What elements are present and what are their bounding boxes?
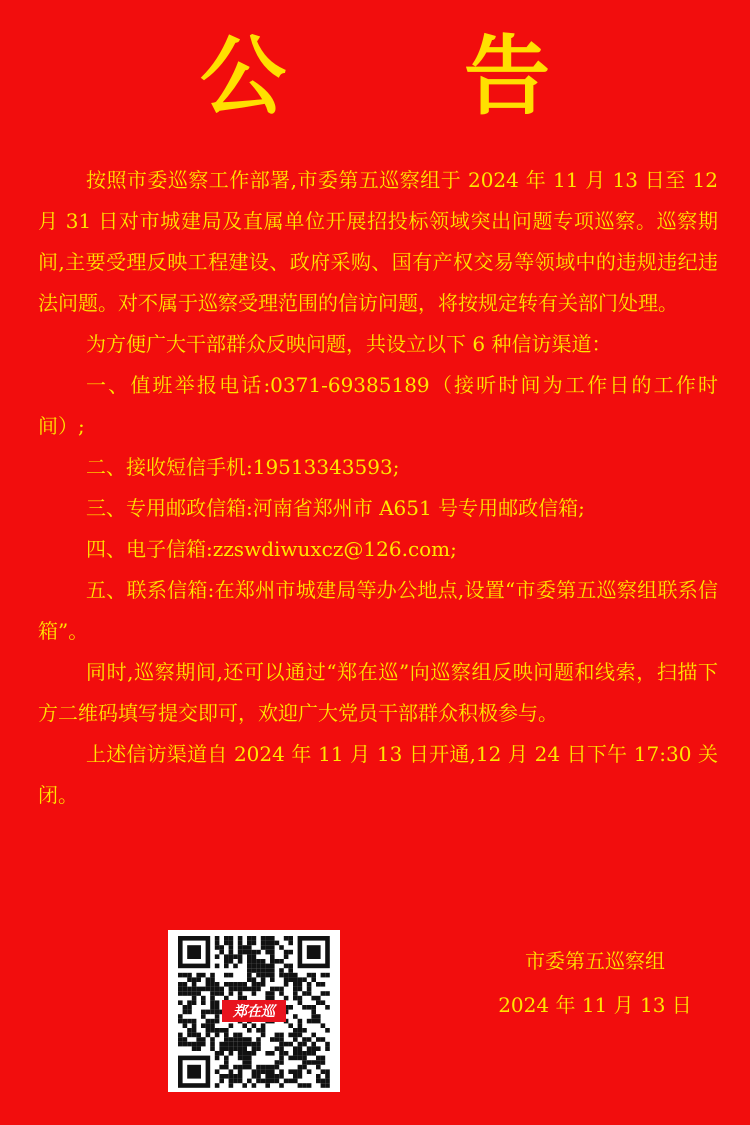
notice-title: 公 告 bbox=[200, 27, 624, 127]
notice-body bbox=[38, 160, 718, 816]
paragraph-channels-intro: 为方便广大干部群众反映问题，共设立以下 6 种信访渠道： bbox=[86, 332, 612, 356]
qr-logo: 郑在巡 bbox=[222, 1000, 286, 1022]
paragraph-intro: 按照市委巡察工作部署,市委第五巡察组于 2024 年 11 月 13 日至 12 月 31 日对市城建局及直属单位开展招投标领域突出问题专项巡察。巡察期间,主要受理反映工程建设、政府采购、国有产权交易等领域中的违规违纪违法问题。对不属于巡察受理范围的信访问题，将按规定转有关部门处理。 bbox=[38, 168, 718, 315]
paragraph-email: 四、电子信箱:zzswdiwuxcz@126.com; bbox=[86, 537, 457, 561]
paragraph-hotline: 一、值班举报电话:0371-69385189（接听时间为工作日的工作时间）; bbox=[38, 373, 718, 438]
paragraph-online: 同时,巡察期间,还可以通过“郑在巡”向巡察组反映问题和线索，扫描下方二维码填写提交即可，欢迎广大党员干部群众积极参与。 bbox=[38, 660, 718, 725]
paragraph-sms: 二、接收短信手机:19513343593; bbox=[86, 455, 400, 479]
paragraph-postbox: 三、专用邮政信箱:河南省郑州市 A651 号专用邮政信箱; bbox=[86, 496, 585, 520]
signature-date: 2024 年 11 月 13 日 bbox=[498, 993, 692, 1017]
signature-org: 市委第五巡察组 bbox=[525, 949, 665, 973]
paragraph-period: 上述信访渠道自 2024 年 11 月 13 日开通,12 月 24 日下午 17:30 关闭。 bbox=[38, 742, 718, 807]
paragraph-mailbox: 五、联系信箱:在郑州市城建局等办公地点,设置“市委第五巡察组联系信箱”。 bbox=[38, 578, 718, 643]
qr-code[interactable] bbox=[168, 930, 340, 1092]
